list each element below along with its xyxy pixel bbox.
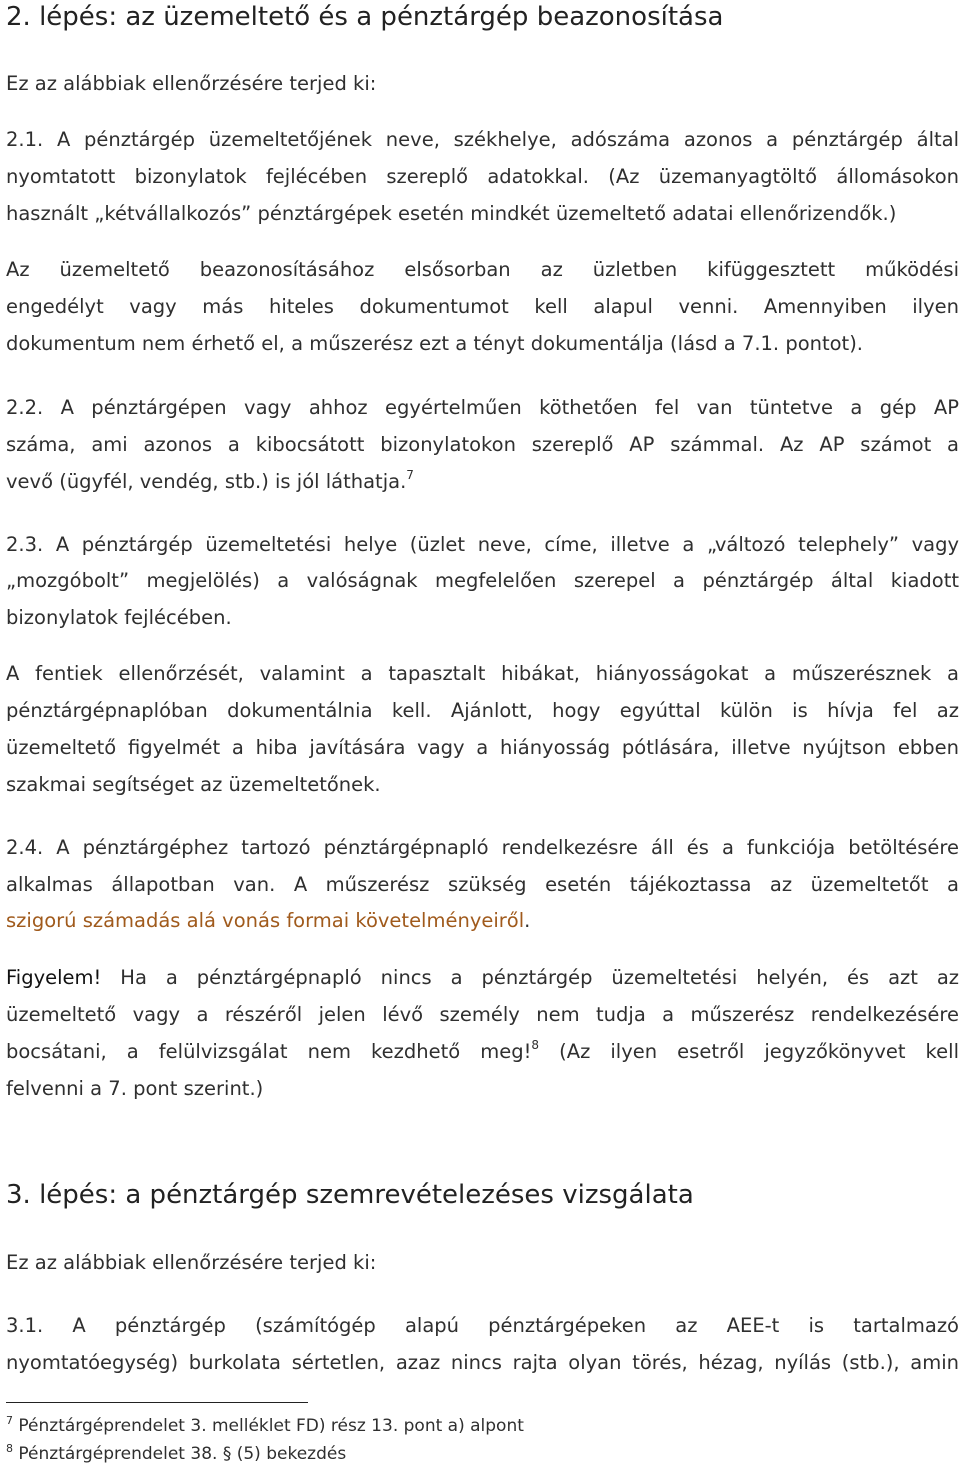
text-line: 3.1. A pénztárgép (számítógép alapú pénztárgépeken az AEE-t is tartalmazó	[6, 1314, 959, 1337]
text-line: A fentiek ellenőrzését, valamint a tapasztalt hibákat, hiányosságokat a műszerésznek a	[6, 662, 959, 685]
text-span: vevő (ügyfél, vendég, stb.) is jól láthatja.	[6, 470, 407, 493]
footnote-text: Pénztárgéprendelet 38. § (5) bekezdés	[18, 1444, 347, 1464]
text-line: Az üzemeltető beazonosításához elsősorban az üzletben kifüggesztett működési	[6, 258, 959, 281]
text-line: „mozgóbolt” megjelölés) a valóságnak megfelelően szerepel a pénztárgép által kiadott	[6, 569, 959, 592]
text-line	[6, 909, 959, 933]
section-3-heading: 3. lépés: a pénztárgép szemrevételezéses vizsgálata	[6, 1180, 694, 1210]
section-3-intro: Ez az alábbiak ellenőrzésére terjed ki:	[6, 1251, 377, 1274]
footnote-ref-8[interactable]: 8	[531, 1038, 540, 1052]
footnote-8	[6, 1444, 346, 1464]
footnote-7	[6, 1416, 524, 1436]
text-line: 2.2. A pénztárgépen vagy ahhoz egyértelműen köthetően fel van tüntetve a gép AP	[6, 396, 959, 419]
text-line: szakmai segítséget az üzemeltetőnek.	[6, 773, 381, 796]
text-line	[6, 966, 959, 990]
text-line: alkalmas állapotban van. A műszerész szükség esetén tájékoztassa az üzemeltetőt a	[6, 873, 959, 896]
text-line: engedélyt vagy más hiteles dokumentumot kell alapul venni. Amennyiben ilyen	[6, 295, 959, 318]
text-span: bocsátani, a felülvizsgálat nem kezdhető meg!	[6, 1040, 532, 1063]
text-line: üzemeltető figyelmét a hiba javítására vagy a hiányosság pótlására, illetve nyújtson ebben	[6, 736, 959, 759]
text-line: bizonylatok fejlécében.	[6, 606, 232, 629]
text-line: felvenni a 7. pont szerint.)	[6, 1077, 264, 1100]
text-line: használt „kétvállalkozós” pénztárgépek esetén mindkét üzemeltető adatai ellenőrizendők.)	[6, 202, 897, 225]
section-2-heading: 2. lépés: az üzemeltető és a pénztárgép beazonosítása	[6, 2, 724, 32]
text-line	[6, 1040, 959, 1064]
warning-label: Figyelem!	[6, 966, 102, 989]
text-span: (Az ilyen esetről jegyzőkönyvet kell	[559, 1040, 959, 1063]
requirements-link[interactable]: szigorú számadás alá vonás formai követelményeiről	[6, 909, 525, 932]
text-line: nyomtatott bizonylatok fejlécében szereplő adatokkal. (Az üzemanyagtöltő állomásokon	[6, 165, 959, 188]
footnote-number: 7	[6, 1414, 13, 1427]
text-line: 2.1. A pénztárgép üzemeltetőjének neve, székhelye, adószáma azonos a pénztárgép által	[6, 128, 959, 151]
footnote-separator	[6, 1402, 308, 1403]
footnote-number: 8	[6, 1442, 13, 1455]
text-span: Ha a pénztárgépnapló nincs a pénztárgép üzemeltetési helyén, és azt az	[120, 966, 960, 989]
text-line	[6, 470, 959, 494]
text-line: 2.4. A pénztárgéphez tartozó pénztárgépnapló rendelkezésre áll és a funkciója betöltésére	[6, 836, 959, 859]
text-line: száma, ami azonos a kibocsátott bizonylatokon szereplő AP számmal. Az AP számot a	[6, 433, 959, 456]
text-span: .	[524, 909, 531, 932]
text-line: pénztárgépnaplóban dokumentálnia kell. Ajánlott, hogy egyúttal külön is hívja fel az	[6, 699, 959, 722]
footnote-text: Pénztárgéprendelet 3. melléklet FD) rész 13. pont a) alpont	[18, 1416, 524, 1436]
footnote-ref-7[interactable]: 7	[406, 468, 414, 482]
text-line: dokumentum nem érhető el, a műszerész ezt a tényt dokumentálja (lásd a 7.1. pontot).	[6, 332, 864, 355]
text-line: nyomtatóegység) burkolata sértetlen, azaz nincs rajta olyan törés, hézag, nyílás (stb.), amin	[6, 1351, 959, 1374]
text-line: 2.3. A pénztárgép üzemeltetési helye (üzlet neve, címe, illetve a „változó telephely” vagy	[6, 533, 959, 556]
section-2-intro: Ez az alábbiak ellenőrzésére terjed ki:	[6, 72, 377, 95]
text-line: üzemeltető vagy a részéről jelen lévő személy nem tudja a műszerész rendelkezésére	[6, 1003, 959, 1026]
